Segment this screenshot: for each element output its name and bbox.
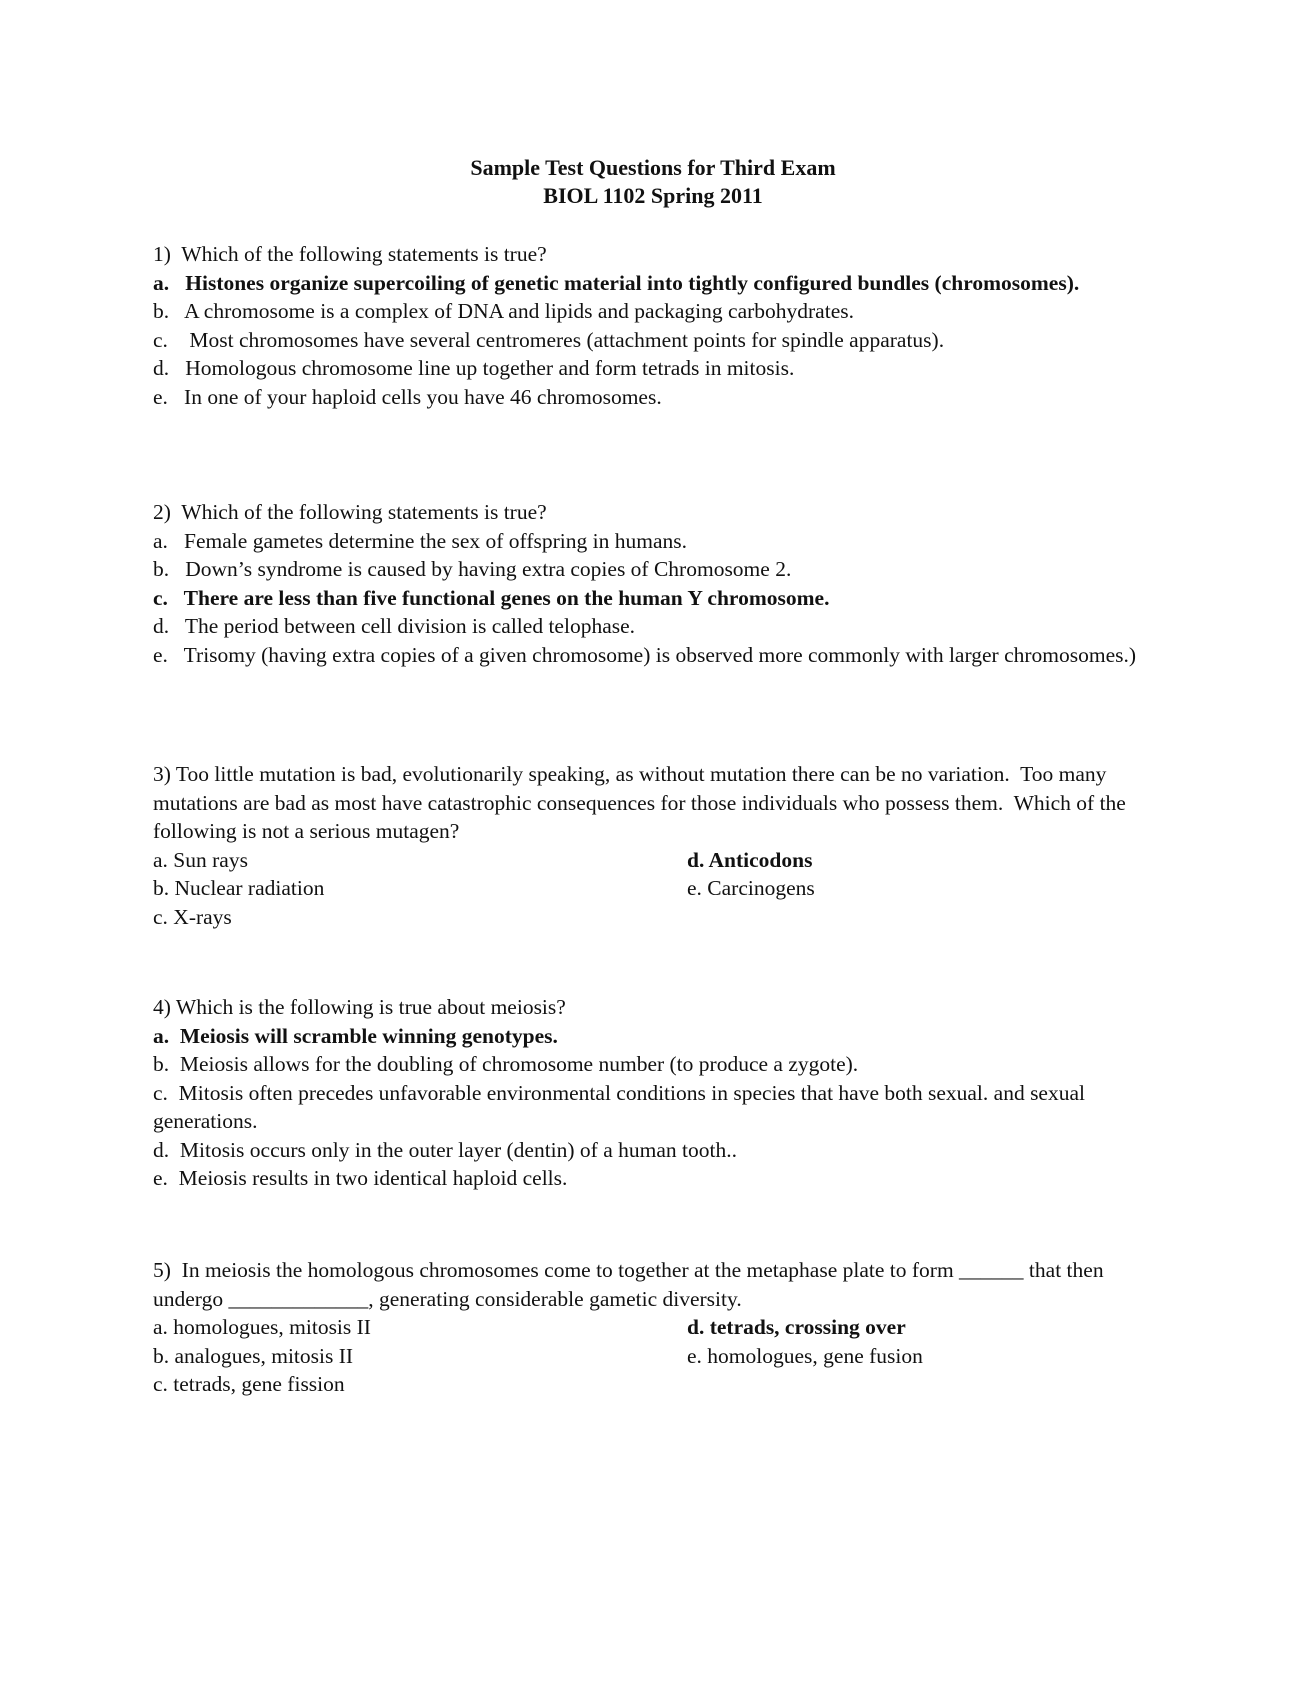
document-title: Sample Test Questions for Third Exam [470,155,836,180]
question-4-stem: 4) Which is the following is true about meiosis? [153,995,566,1019]
question-5-row-1 [153,1313,1163,1342]
document-header [0,154,1306,210]
question-4 [153,993,1163,1193]
question-3-option-e: e. Carcinogens [687,876,815,900]
question-1-option-b: b. A chromosome is a complex of DNA and lipids and packaging carbohydrates. [153,299,854,323]
question-2-option-e: e. Trisomy (having extra copies of a given chromosome) is observed more commonly with larger chromosomes.) [153,642,1137,667]
question-2-stem: 2) Which of the following statements is true? [153,500,547,524]
question-2-option-d: d. The period between cell division is called telophase. [153,614,636,638]
question-1-option-c: c. Most chromosomes have several centromeres (attachment points for spindle apparatus). [153,327,945,352]
question-2-option-b: b. Down’s syndrome is caused by having extra copies of Chromosome 2. [153,557,792,581]
question-5-option-e: e. homologues, gene fusion [687,1343,923,1368]
question-3-row-3 [153,903,1163,932]
question-1-option-a: a. Histones organize supercoiling of genetic material into tightly configured bundles (chromosomes). [153,270,1080,295]
question-2-option-a: a. Female gametes determine the sex of offspring in humans. [153,528,687,553]
question-5-row-3 [153,1370,1163,1399]
question-1-stem: 1) Which of the following statements is true? [153,242,547,266]
question-3-option-a: a. Sun rays [153,847,248,872]
question-3 [153,760,1163,931]
question-5-row-2 [153,1342,1163,1371]
question-4-option-e: e. Meiosis results in two identical haploid cells. [153,1166,568,1190]
question-5-option-c: c. tetrads, gene fission [153,1372,345,1396]
question-1-option-e: e. In one of your haploid cells you have 46 chromosomes. [153,384,662,409]
question-4-option-c: c. Mitosis often precedes unfavorable environmental conditions in species that have both sexual. and sexual generations. [153,1080,1091,1133]
question-5 [153,1256,1163,1399]
question-4-option-a: a. Meiosis will scramble winning genotypes. [153,1023,558,1048]
question-5-stem: 5) In meiosis the homologous chromosomes come to together at the metaphase plate to form ______ that then undergo _____________, generating considerable gametic diversity. [153,1258,1109,1311]
question-4-option-d: d. Mitosis occurs only in the outer layer (dentin) of a human tooth.. [153,1137,737,1162]
question-2 [153,498,1163,669]
question-3-stem: 3) Too little mutation is bad, evolutionarily speaking, as without mutation there can be no variation. Too many mutations are bad as most have catastrophic consequences for those individuals who possess them. Which of the following is not a serious mutagen? [153,762,1132,843]
question-3-option-d: d. Anticodons [687,847,813,872]
document-subtitle: BIOL 1102 Spring 2011 [543,183,763,208]
question-4-option-b: b. Meiosis allows for the doubling of chromosome number (to produce a zygote). [153,1052,859,1076]
question-3-option-b: b. Nuclear radiation [153,876,325,900]
question-3-row-2 [153,874,1163,903]
question-5-option-a: a. homologues, mitosis II [153,1315,371,1339]
question-3-row-1 [153,846,1163,875]
question-5-option-b: b. analogues, mitosis II [153,1343,354,1368]
question-2-option-c: c. There are less than five functional genes on the human Y chromosome. [153,585,830,610]
question-3-option-c: c. X-rays [153,904,232,929]
question-5-option-d: d. tetrads, crossing over [687,1315,906,1339]
question-1-option-d: d. Homologous chromosome line up together and form tetrads in mitosis. [153,356,795,380]
question-1 [153,240,1163,411]
